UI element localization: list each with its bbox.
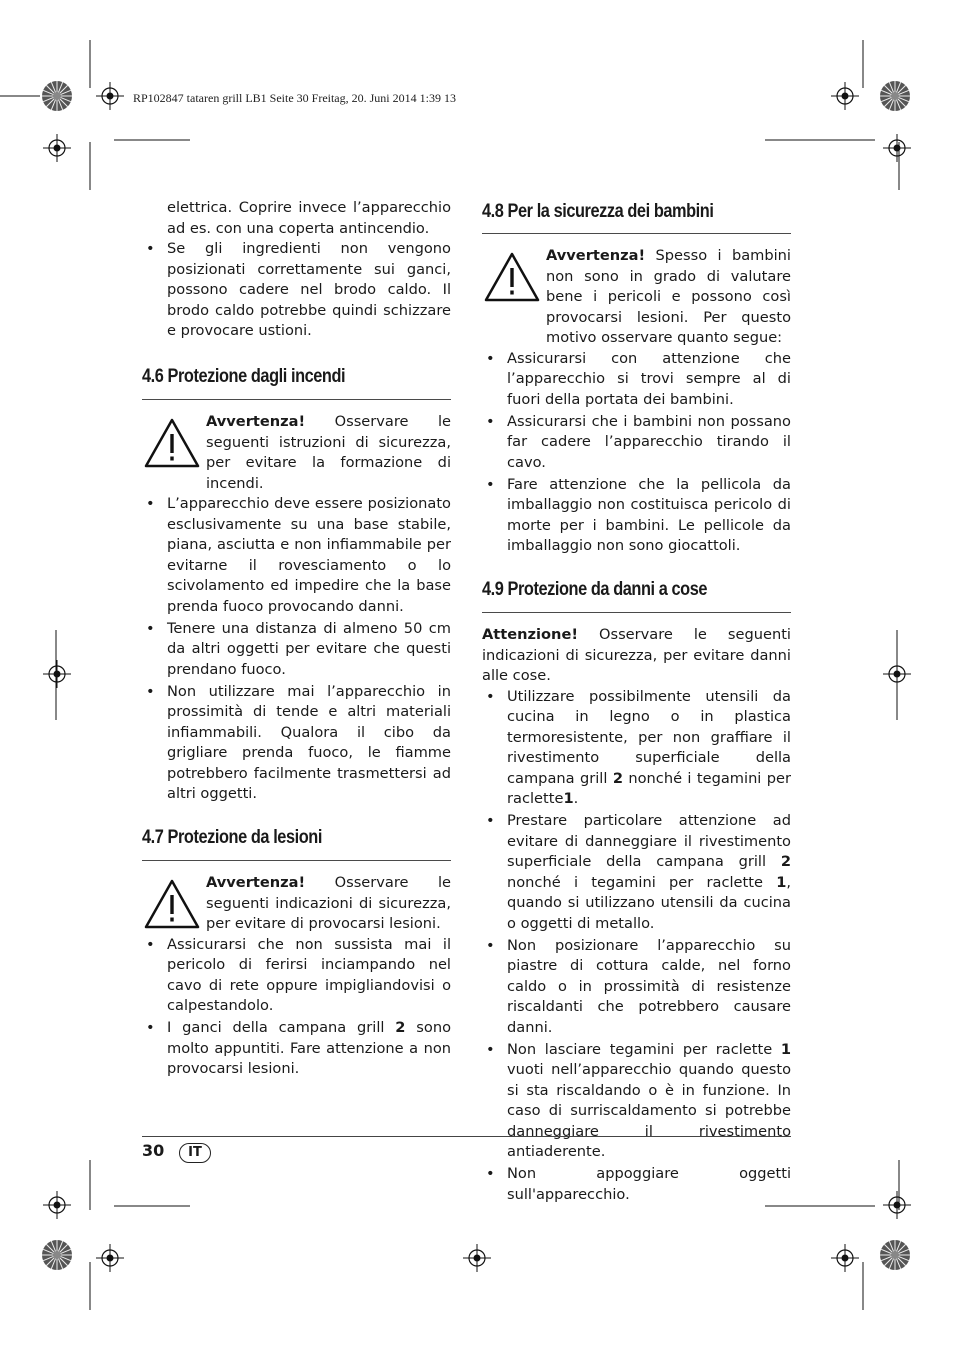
- bullet-icon: •: [486, 687, 495, 705]
- warning-block: [142, 412, 451, 494]
- child-safety-list: [482, 349, 791, 557]
- warning-block: [142, 873, 451, 935]
- list-item: • Non lasciare tegamini per raclette 1 vuoti nell’apparecchio quando questo si sta riscaldando o è in funzione. In caso di surriscaldamento si potrebbe danneggiare il rivestimento antiaderente.: [486, 1040, 791, 1160]
- list-item: • Assicurarsi che i bambini non possano far cadere l’apparecchio tirando il cavo.: [486, 412, 791, 471]
- bullet-icon: •: [486, 349, 495, 367]
- warning-text: Avvertenza! Osservare le seguenti indicazioni di sicurezza, per evitare di provocarsi lesioni.: [206, 874, 451, 932]
- bullet-icon: •: [486, 1165, 495, 1182]
- bullet-icon: •: [146, 495, 155, 512]
- section-title-4-8: 4.8 Per la sicurezza dei bambini: [482, 201, 714, 222]
- list-item: • Utilizzare possibilmente utensili da cucina in legno o in plastica termoresistente, per non graffiare il rivestimento superficiale della campana grill 2 nonché i tegamini per raclette1.: [486, 687, 792, 807]
- continued-paragraph: elettrica. Coprire invece l’apparecchio ad es. con una coperta antincendio.: [167, 199, 451, 237]
- warning-triangle-icon: [144, 879, 200, 929]
- list-item: • Non utilizzare mai l’apparecchio in prossimità di tende e altri materiali infiammabili. Qualora il cibo da grigliare prenda fuoco, le fiamme potrebbero facilmente trasmettersi ad altri oggetti.: [146, 682, 451, 802]
- list-item: • Assicurarsi con attenzione che l’apparecchio si trovi sempre al di fuori della portata dei bambini.: [486, 349, 791, 408]
- warning-triangle-icon: [144, 418, 200, 468]
- page-number: 30: [142, 1141, 165, 1160]
- bullet-icon: •: [146, 619, 155, 637]
- list-item: • Non posizionare l’apparecchio su piastre di cottura calde, nel forno caldo o in prossimità di resistenze riscaldanti che potrebbero causare danni.: [486, 936, 791, 1036]
- bullet-icon: •: [486, 936, 495, 954]
- bullet-icon: •: [486, 412, 495, 430]
- footer-rule: [142, 1136, 791, 1137]
- bullet-icon: •: [146, 240, 155, 257]
- bullet-icon: •: [486, 812, 495, 829]
- bullet-icon: •: [486, 1040, 495, 1058]
- left-column: [142, 198, 451, 1081]
- section-title-4-6: 4.6 Protezione dagli incendi: [142, 366, 346, 387]
- language-badge: IT: [179, 1143, 211, 1163]
- bullet-icon: •: [146, 682, 155, 700]
- section-title-4-9: 4.9 Protezione da danni a cose: [482, 579, 708, 600]
- bullet-icon: •: [146, 1019, 155, 1036]
- warning-triangle-icon: [484, 252, 540, 302]
- bullet-icon: •: [486, 475, 495, 493]
- fire-safety-list: [142, 494, 451, 805]
- injury-safety-list: [142, 935, 451, 1080]
- warning-text: Avvertenza! Osservare le seguenti istruzioni di sicurezza, per evitare la formazione di incendi.: [206, 413, 451, 492]
- list-item: • I ganci della campana grill 2 sono molto appuntiti. Fare attenzione a non provocarsi lesioni.: [146, 1019, 451, 1077]
- list-item: • Fare attenzione che la pellicola da imballaggio non costituisca pericolo di morte per i bambini. Le pellicole da imballaggio non sono giocattoli.: [486, 475, 791, 554]
- section-title-4-7: 4.7 Protezione da lesioni: [142, 827, 322, 848]
- list-item: • Se gli ingredienti non vengono posizionati correttamente sui ganci, possono cadere nel brodo caldo. Il brodo caldo potrebbe quindi schizzare e provocare ustioni.: [146, 240, 451, 339]
- list-item: • L’apparecchio deve essere posizionato esclusivamente su una base stabile, piana, asciutta e non infiammabile per evitarne il rovesciamento o lo scivolamento ed impedire che la base prenda fuoco provocando danni.: [146, 495, 451, 615]
- warning-text: Avvertenza! Spesso i bambini non sono in grado di valutare bene i pericoli e possono così provocarsi lesioni. Per questo motivo osservare quanto segue:: [546, 247, 791, 346]
- intro-list: [142, 239, 451, 342]
- print-header: RP102847 tataren grill LB1 Seite 30 Freitag, 20. Juni 2014 1:39 13: [133, 91, 456, 105]
- right-column: [482, 198, 791, 1207]
- list-item: • Tenere una distanza di almeno 50 cm da altri oggetti per evitare che questi prendano fuoco.: [146, 619, 451, 678]
- property-safety-list: [482, 687, 791, 1206]
- list-item: • Non appoggiare oggetti sull'apparecchio.: [486, 1165, 791, 1203]
- bullet-icon: •: [146, 935, 155, 953]
- attention-text: Attenzione! Osservare le seguenti indicazioni di sicurezza, per evitare danni alle cose.: [482, 626, 791, 684]
- list-item: • Assicurarsi che non sussista mai il pericolo di ferirsi inciampando nel cavo di rete oppure impigliandovisi o calpestandolo.: [146, 935, 451, 1014]
- warning-block: [482, 246, 791, 349]
- list-item: • Prestare particolare attenzione ad evitare di danneggiare il rivestimento superficiale della campana grill 2 nonché i tegamini per raclette 1, quando si utilizzano utensili da cucina o oggetti di metallo.: [486, 812, 791, 932]
